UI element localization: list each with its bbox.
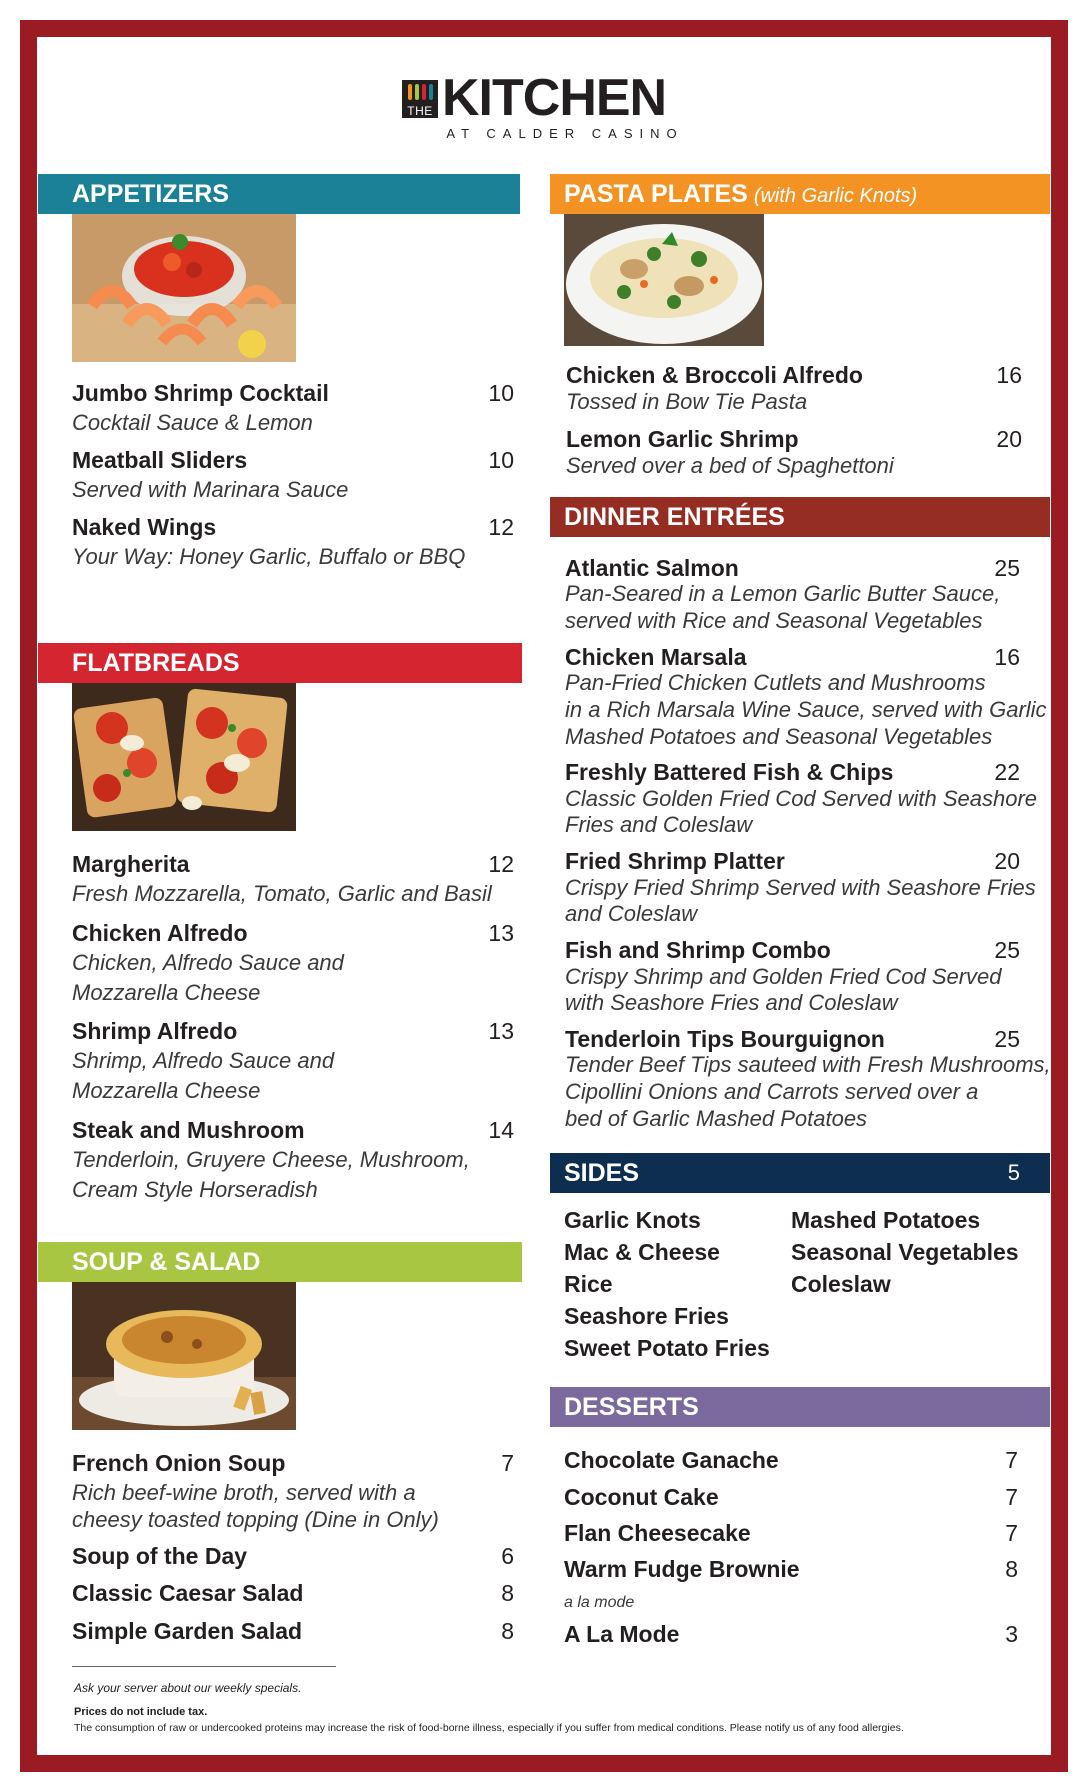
section-header-flatbreads <box>38 643 522 683</box>
section-title: PASTA PLATES <box>564 180 748 208</box>
menu-item-desc: Shrimp, Alfredo Sauce and <box>72 1048 335 1073</box>
menu-item-desc: Tender Beef Tips sauteed with Fresh Mushrooms, <box>565 1052 1051 1077</box>
menu-item-price: 8 <box>501 1580 514 1606</box>
menu-item-price: 3 <box>1005 1621 1018 1647</box>
menu-item-desc: Mozzarella Cheese <box>72 980 261 1005</box>
menu-item-desc: Fresh Mozzarella, Tomato, Garlic and Basil <box>72 881 492 906</box>
logo-wordmark: KITCHEN <box>442 69 667 127</box>
section-header-soup-salad <box>38 1242 522 1282</box>
menu-item-desc: Cipollini Onions and Carrots served over a <box>565 1079 979 1104</box>
menu-item-desc: Mozzarella Cheese <box>72 1078 261 1103</box>
menu-item-price: 7 <box>1005 1520 1018 1546</box>
sides-price: 5 <box>1007 1160 1020 1185</box>
menu-item-price: 13 <box>488 920 514 946</box>
menu-item-price: 10 <box>488 447 514 473</box>
menu-item-desc: Fries and Coleslaw <box>565 812 753 837</box>
menu-item-price: 20 <box>996 426 1022 452</box>
menu-item-price: 12 <box>488 514 514 540</box>
side-item: Seashore Fries <box>564 1303 729 1329</box>
section-header-sides <box>550 1153 1050 1193</box>
side-item: Sweet Potato Fries <box>564 1335 770 1361</box>
menu-item-price: 20 <box>994 848 1020 874</box>
menu-item-name: Fried Shrimp Platter <box>565 848 785 874</box>
menu-item-desc: cheesy toasted topping (Dine in Only) <box>72 1507 439 1532</box>
menu-item-name: Shrimp Alfredo <box>72 1018 238 1044</box>
flatbread-photo <box>72 683 296 831</box>
menu-item-price: 14 <box>488 1117 514 1143</box>
side-item: Garlic Knots <box>564 1207 701 1233</box>
footer-disclaimer: The consumption of raw or undercooked proteins may increase the risk of food-borne illness, especially if you suffer from medical conditions. Please notify us of any food allergies. <box>74 1722 904 1734</box>
menu-item-desc: Cocktail Sauce & Lemon <box>72 410 313 435</box>
menu-item-name: Jumbo Shrimp Cocktail <box>72 380 329 406</box>
menu-item-desc: Tossed in Bow Tie Pasta <box>566 389 808 414</box>
section-header-appetizers <box>38 174 520 214</box>
footer-tax-note: Prices do not include tax. <box>74 1706 208 1718</box>
pasta-photo <box>564 214 764 346</box>
footer-divider <box>72 1666 336 1667</box>
menu-item-price: 13 <box>488 1018 514 1044</box>
menu-item-desc: served with Rice and Seasonal Vegetables <box>565 608 983 633</box>
menu-item-price: 25 <box>994 937 1020 963</box>
menu-item-desc: and Coleslaw <box>565 901 698 926</box>
french-onion-soup-photo <box>72 1282 296 1430</box>
menu-item-name: Atlantic Salmon <box>565 555 739 581</box>
menu-item-name: Tenderloin Tips Bourguignon <box>565 1026 885 1052</box>
menu-item-name: Steak and Mushroom <box>72 1117 305 1143</box>
menu-item-price: 7 <box>1005 1484 1018 1510</box>
section-subtitle: (with Garlic Knots) <box>753 185 918 207</box>
menu-item-name: Soup of the Day <box>72 1543 248 1569</box>
footer-specials: Ask your server about our weekly specials. <box>74 1681 302 1695</box>
menu-item-name: Margherita <box>72 851 190 877</box>
menu-item-name: Warm Fudge Brownie <box>564 1556 800 1582</box>
menu-item-price: 12 <box>488 851 514 877</box>
section-title: DINNER ENTRÉES <box>564 503 785 531</box>
menu-item-price: 16 <box>996 362 1022 388</box>
menu-item-price: 10 <box>488 380 514 406</box>
menu-item-desc: Rich beef-wine broth, served with a <box>72 1480 416 1505</box>
menu-item-desc: in a Rich Marsala Wine Sauce, served with Garlic <box>565 697 1047 722</box>
menu-item-desc: Your Way: Honey Garlic, Buffalo or BBQ <box>72 544 466 569</box>
menu-item-name: Chicken Marsala <box>565 644 747 670</box>
menu-item-price: 25 <box>994 555 1020 581</box>
menu-item-name: Classic Caesar Salad <box>72 1580 304 1606</box>
menu-item-price: 22 <box>994 759 1020 785</box>
section-title: SOUP & SALAD <box>72 1248 261 1276</box>
menu-item-price: 25 <box>994 1026 1020 1052</box>
section-title: SIDES <box>564 1159 640 1187</box>
menu-item-price: 8 <box>1005 1556 1018 1582</box>
menu-item-desc: Classic Golden Fried Cod Served with Seashore <box>565 786 1038 811</box>
menu-item-name: Coconut Cake <box>564 1484 719 1510</box>
menu-item-name: A La Mode <box>564 1621 680 1647</box>
menu-item-desc: bed of Garlic Mashed Potatoes <box>565 1106 868 1131</box>
logo-tagline: AT CALDER CASINO <box>446 126 684 141</box>
menu-item-desc: Crispy Shrimp and Golden Fried Cod Served <box>565 964 1002 989</box>
logo-mark-icon <box>402 80 438 118</box>
section-header-desserts <box>550 1387 1050 1427</box>
menu-item-desc: Cream Style Horseradish <box>72 1177 318 1202</box>
menu-item-desc: Served with Marinara Sauce <box>72 477 349 502</box>
menu-item-name: Chicken & Broccoli Alfredo <box>566 362 863 388</box>
side-item: Seasonal Vegetables <box>791 1239 1019 1265</box>
menu-item-name: Chicken Alfredo <box>72 920 248 946</box>
section-header-dinner <box>550 497 1050 537</box>
section-title: FLATBREADS <box>72 649 240 677</box>
shrimp-cocktail-photo <box>72 214 296 362</box>
menu-item-price: 8 <box>501 1618 514 1644</box>
menu-item-desc: Pan-Seared in a Lemon Garlic Butter Sauce, <box>565 581 1001 606</box>
logo-the: THE <box>407 104 433 118</box>
side-item: Coleslaw <box>791 1271 891 1297</box>
menu-item-name: Simple Garden Salad <box>72 1618 303 1644</box>
menu-item-desc: with Seashore Fries and Coleslaw <box>565 990 898 1015</box>
side-item: Mac & Cheese <box>564 1239 720 1265</box>
menu-item-price: 7 <box>1005 1447 1018 1473</box>
section-title: DESSERTS <box>564 1393 699 1421</box>
menu-item-desc: Mashed Potatoes and Seasonal Vegetables <box>565 724 993 749</box>
side-item: Rice <box>564 1271 613 1297</box>
menu-item-desc: Served over a bed of Spaghettoni <box>566 453 894 478</box>
menu-item-name: French Onion Soup <box>72 1450 286 1476</box>
menu-item-name: Freshly Battered Fish & Chips <box>565 759 894 785</box>
menu-item-price: 7 <box>501 1450 514 1476</box>
menu-item-name: Naked Wings <box>72 514 217 540</box>
menu-item-desc: Crispy Fried Shrimp Served with Seashore Fries <box>565 875 1036 900</box>
menu-item-note: a la mode <box>564 1594 635 1611</box>
menu-item-name: Meatball Sliders <box>72 447 248 473</box>
menu-item-desc: Chicken, Alfredo Sauce and <box>72 950 344 975</box>
section-title: APPETIZERS <box>72 180 229 208</box>
menu-item-price: 6 <box>501 1543 514 1569</box>
section-header-pasta <box>550 174 1050 214</box>
menu-item-price: 16 <box>994 644 1020 670</box>
menu-item-name: Flan Cheesecake <box>564 1520 751 1546</box>
menu-item-name: Lemon Garlic Shrimp <box>566 426 799 452</box>
menu-item-desc: Pan-Fried Chicken Cutlets and Mushrooms <box>565 670 986 695</box>
side-item: Mashed Potatoes <box>791 1207 981 1233</box>
menu-item-desc: Tenderloin, Gruyere Cheese, Mushroom, <box>72 1147 470 1172</box>
menu-item-name: Chocolate Ganache <box>564 1447 779 1473</box>
menu-item-name: Fish and Shrimp Combo <box>565 937 831 963</box>
